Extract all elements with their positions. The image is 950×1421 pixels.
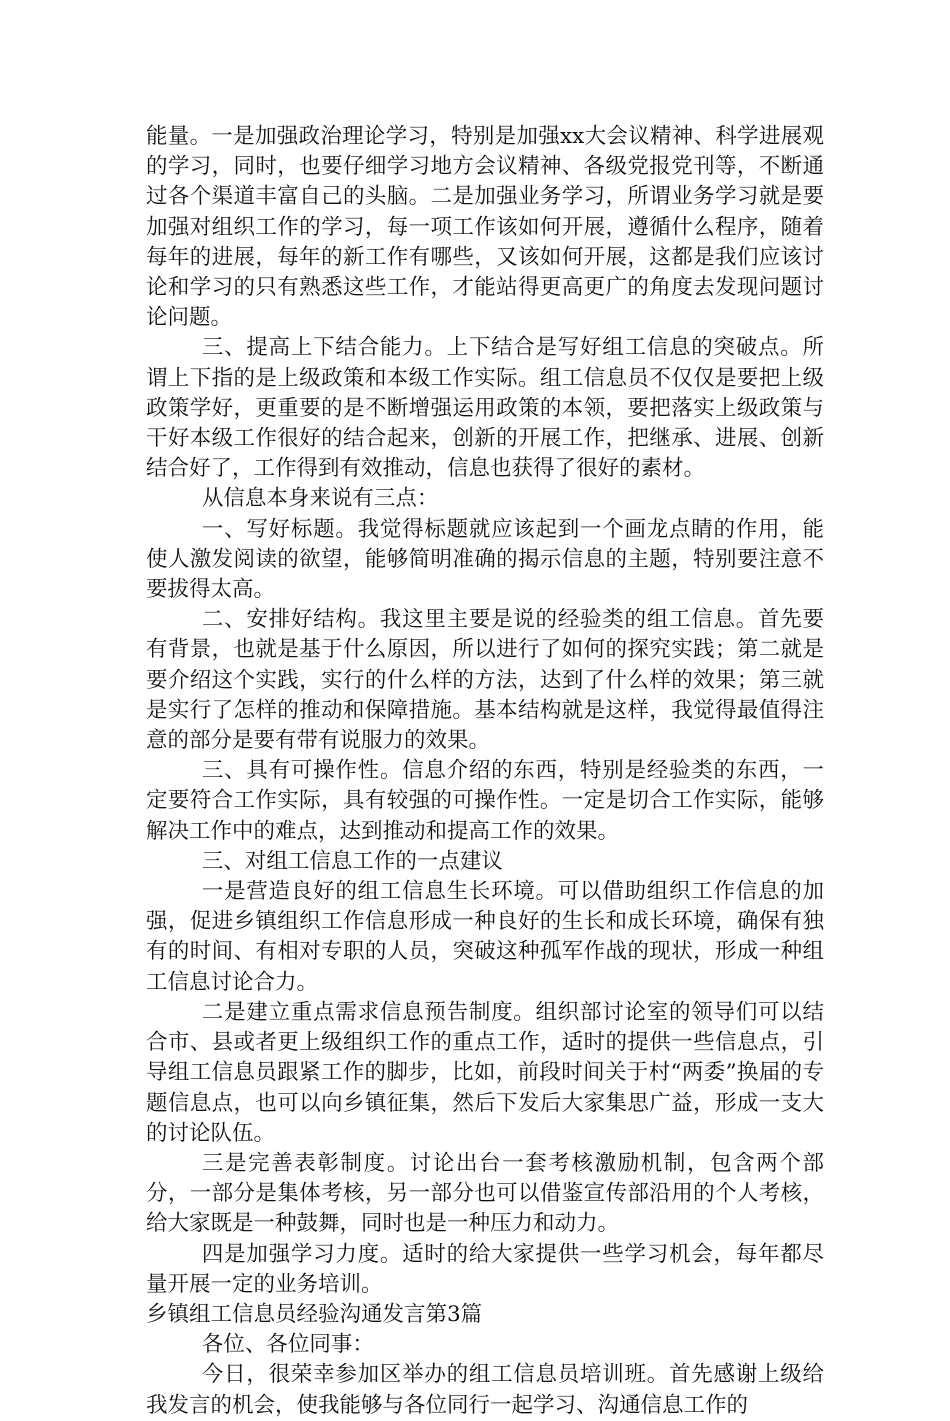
paragraph-9: 二是建立重点需求信息预告制度。组织部讨论室的领导们可以结合市、县或者更上级组织工作的重点工作，适时的提供一些信息点，引导组工信息员跟紧工作的脚步，比如，前段时间关于村“两委”换届的专题信息点，也可以向乡镇征集，然后下发后大家集思广益，形成一支大的讨论队伍。 xyxy=(146,999,824,1146)
paragraph-11: 四是加强学习力度。适时的给大家提供一些学习机会，每年都尽量开展一定的业务培训。 xyxy=(146,1241,824,1297)
paragraph-7: 三、对组工信息工作的一点建议 xyxy=(201,848,503,874)
paragraph-3: 从信息本身来说有三点： xyxy=(201,486,439,512)
paragraph-6: 三、具有可操作性。信息介绍的东西，特别是经验类的东西，一定要符合工作实际，具有较强的可操作性。一定是切合工作实际，能够解决工作中的难点，达到推动和提高工作的效果。 xyxy=(146,758,824,844)
paragraph-2: 三、提高上下结合能力。上下结合是写好组工信息的突破点。所谓上下指的是上级政策和本级工作实际。组工信息员不仅仅是要把上级政策学好，更重要的是不断增强运用政策的本领，要把落实上级政策与干好本级工作很好的结合起来，创新的开展工作，把继承、进展、创新结合好了，工作得到有效推动，信息也获得了很好的素材。 xyxy=(146,335,824,482)
document-body xyxy=(146,122,824,1421)
paragraph-1: 能量。一是加强政治理论学习，特别是加强xx大会议精神、科学进展观的学习，同时，也要仔细学习地方会议精神、各级党报党刊等，不断通过各个渠道丰富自己的头脑。二是加强业务学习，所谓业务学习就是要加强对组织工作的学习，每一项工作该如何开展，遵循什么程序，随着每年的进展，每年的新工作有哪些，又该如何开展，这都是我们应该讨论和学习的只有熟悉这些工作，才能站得更高更广的角度去发现问题讨论问题。 xyxy=(146,124,824,331)
paragraph-13: 今日，很荣幸参加区举办的组工信息员培训班。首先感谢上级给我发言的机会，使我能够与各位同行一起学习、沟通信息工作的 xyxy=(146,1362,824,1418)
paragraph-12: 各位、各位同事： xyxy=(201,1332,374,1358)
section-heading: 乡镇组工信息员经验沟通发言第3篇 xyxy=(146,1301,483,1327)
paragraph-10: 三是完善表彰制度。讨论出台一套考核激励机制，包含两个部分，一部分是集体考核，另一部分也可以借鉴宣传部沿用的个人考核，给大家既是一种鼓舞，同时也是一种压力和动力。 xyxy=(146,1150,824,1237)
paragraph-8: 一是营造良好的组工信息生长环境。可以借助组织工作信息的加强，促进乡镇组织工作信息形成一种良好的生长和成长环境，确保有独有的时间、有相对专职的人员，突破这种孤军作战的现状，形成一种组工信息讨论合力。 xyxy=(146,879,824,995)
paragraph-5: 二、安排好结构。我这里主要是说的经验类的组工信息。首先要有背景，也就是基于什么原因，所以进行了如何的探究实践；第二就是要介绍这个实践，实行的什么样的方法，达到了什么样的效果；第三就是实行了怎样的推动和保障措施。基本结构就是这样，我觉得最值得注意的部分是要有带有说服力的效果。 xyxy=(146,607,824,754)
paragraph-4: 一、写好标题。我觉得标题就应该起到一个画龙点睛的作用，能使人激发阅读的欲望，能够简明准确的揭示信息的主题，特别要注意不要拔得太高。 xyxy=(146,516,824,603)
